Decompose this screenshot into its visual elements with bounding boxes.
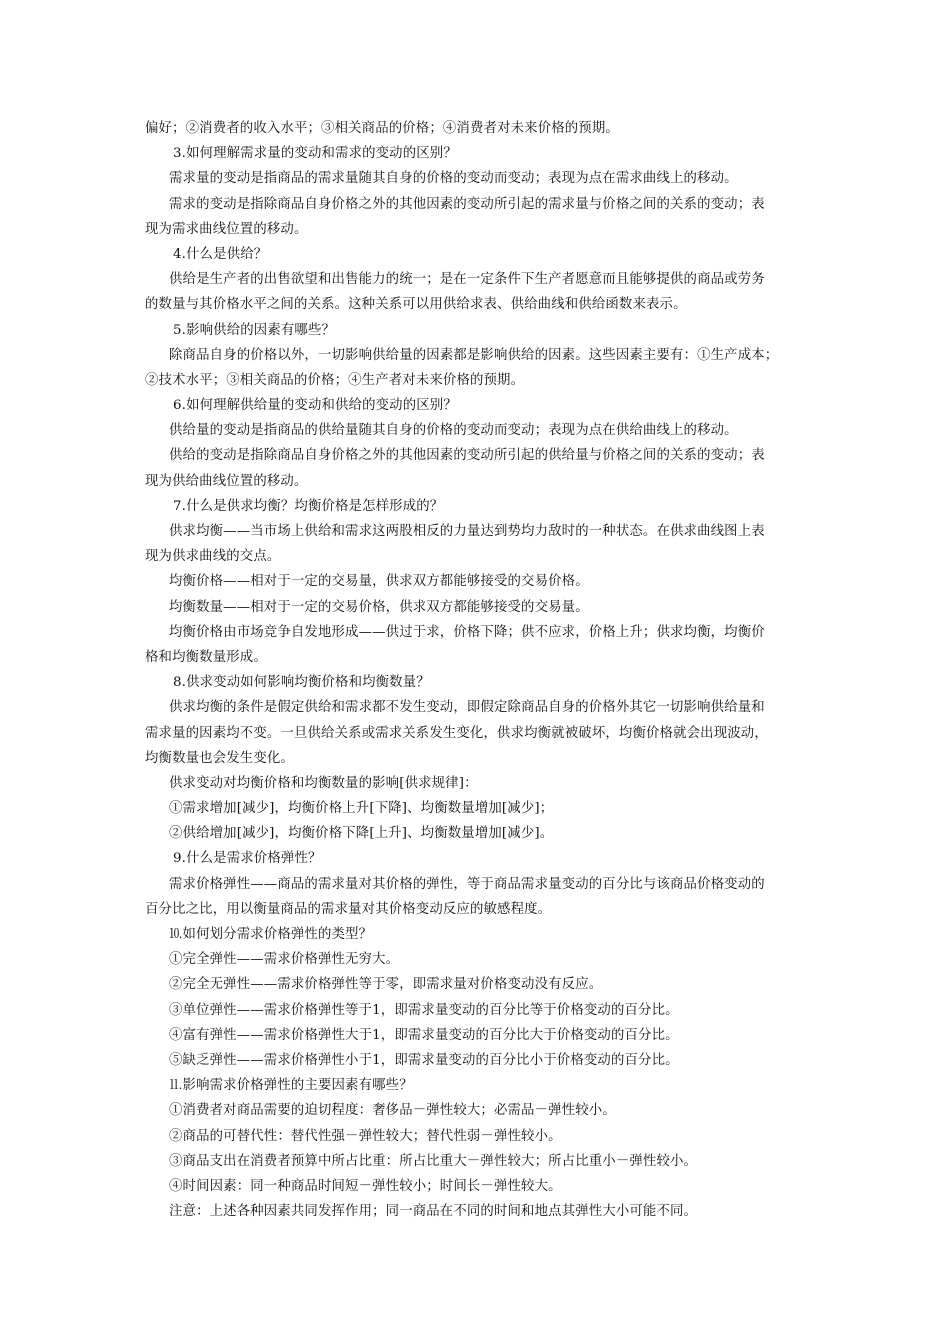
paragraph-line: 供求变动对均衡价格和均衡数量的影响[供求规律]：	[169, 775, 478, 791]
question-heading: 3.如何理解需求量的变动和需求的变动的区别？	[173, 146, 457, 162]
paragraph-line: ②完全无弹性——需求价格弹性等于零，即需求量对价格变动没有反应。	[169, 977, 603, 993]
paragraph-line: ②商品的可替代性：替代性强－弹性较大；替代性弱－弹性较小。	[169, 1128, 562, 1144]
paragraph-line: 百分比之比，用以衡量商品的需求量对其价格变动反应的敏感程度。	[145, 901, 552, 917]
question-heading: ⒑如何划分需求价格弹性的类型？	[169, 927, 373, 942]
paragraph-line: 需求价格弹性——商品的需求量对其价格的弹性，等于商品需求量变动的百分比与该商品价格变动的	[169, 876, 765, 892]
paragraph-line: ④富有弹性——需求价格弹性大于1，即需求量变动的百分比大于价格变动的百分比。	[169, 1027, 679, 1043]
paragraph-line: 现为供给曲线位置的移动。	[145, 473, 308, 489]
question-heading: 4.什么是供给？	[173, 246, 268, 262]
paragraph-line: 需求量的变动是指商品的需求量随其自身的价格的变动而变动；表现为点在需求曲线上的移动。	[169, 171, 738, 187]
paragraph-line: 供给是生产者的出售欲望和出售能力的统一；是在一定条件下生产者愿意而且能够提供的商品或劳务	[169, 272, 765, 288]
paragraph-line: ⑤缺乏弹性——需求价格弹性小于1，即需求量变动的百分比小于价格变动的百分比。	[169, 1052, 679, 1068]
paragraph-line: 均衡数量也会发生变化。	[145, 750, 294, 766]
paragraph-line: ①完全弹性——需求价格弹性无穷大。	[169, 952, 400, 968]
paragraph-line: 均衡价格——相对于一定的交易量，供求双方都能够接受的交易价格。	[169, 574, 589, 590]
paragraph-line: 需求的变动是指除商品自身价格之外的其他因素的变动所引起的需求量与价格之间的关系的变动；表	[169, 196, 765, 212]
paragraph-line: 现为需求曲线位置的移动。	[145, 221, 308, 237]
paragraph-line: 均衡数量——相对于一定的交易价格，供求双方都能够接受的交易量。	[169, 599, 589, 615]
paragraph-line: ②技术水平；③相关商品的价格；④生产者对未来价格的预期。	[145, 372, 525, 388]
paragraph-line: ①消费者对商品需要的迫切程度：奢侈品－弹性较大；必需品－弹性较小。	[169, 1103, 616, 1119]
question-heading: 9.什么是需求价格弹性？	[173, 851, 322, 867]
paragraph-line: 偏好；②消费者的收入水平；③相关商品的价格；④消费者对未来价格的预期。	[145, 121, 619, 136]
question-heading: 7.什么是供求均衡？均衡价格是怎样形成的？	[173, 498, 444, 514]
paragraph-line: 供给量的变动是指商品的供给量随其自身的价格的变动而变动；表现为点在供给曲线上的移动。	[169, 423, 738, 439]
paragraph-line: 除商品自身的价格以外，一切影响供给量的因素都是影响供给的因素。这些因素主要有：①生产成本；	[169, 347, 779, 363]
paragraph-line: 的数量与其价格水平之间的关系。这种关系可以用供给求表、供给曲线和供给函数来表示。	[145, 297, 687, 313]
paragraph-line: 供给的变动是指除商品自身价格之外的其他因素的变动所引起的供给量与价格之间的关系的变动；表	[169, 448, 765, 464]
paragraph-line: ①需求增加[减少]，均衡价格上升[下降]、均衡数量增加[减少]；	[169, 801, 554, 817]
paragraph-line: 格和均衡数量形成。	[145, 649, 267, 665]
paragraph-line: 需求量的因素均不变。一旦供给关系或需求关系发生变化，供求均衡就被破坏，均衡价格就会出现波动，	[145, 725, 768, 741]
paragraph-line: 注意：上述各种因素共同发挥作用；同一商品在不同的时间和地点其弹性大小可能不同。	[169, 1204, 698, 1220]
paragraph-line: ③商品支出在消费者预算中所占比重：所占比重大－弹性较大；所占比重小－弹性较小。	[169, 1153, 698, 1169]
question-heading: 6.如何理解供给量的变动和供给的变动的区别？	[173, 398, 457, 414]
paragraph-line: ④时间因素：同一种商品时间短－弹性较小；时间长－弹性较大。	[169, 1178, 562, 1194]
paragraph-line: ③单位弹性——需求价格弹性等于1，即需求量变动的百分比等于价格变动的百分比。	[169, 1002, 679, 1018]
question-heading: 8.供求变动如何影响均衡价格和均衡数量？	[173, 675, 430, 691]
paragraph-line: ②供给增加[减少]，均衡价格下降[上升]、均衡数量增加[减少]。	[169, 826, 554, 842]
question-heading: ⒒影响需求价格弹性的主要因素有哪些？	[169, 1078, 413, 1094]
paragraph-line: 供求均衡的条件是假定供给和需求都不发生变动，即假定除商品自身的价格外其它一切影响供给量和	[169, 700, 765, 716]
paragraph-line: 均衡价格由市场竞争自发地形成——供过于求，价格下降；供不应求，价格上升；供求均衡，均衡价	[169, 624, 765, 640]
paragraph-line: 供求均衡——当市场上供给和需求这两股相反的力量达到势均力敌时的一种状态。在供求曲线图上表	[169, 524, 765, 539]
question-heading: 5.影响供给的因素有哪些？	[173, 322, 336, 338]
document-body	[145, 116, 805, 1224]
paragraph-line: 现为供求曲线的交点。	[145, 549, 281, 565]
